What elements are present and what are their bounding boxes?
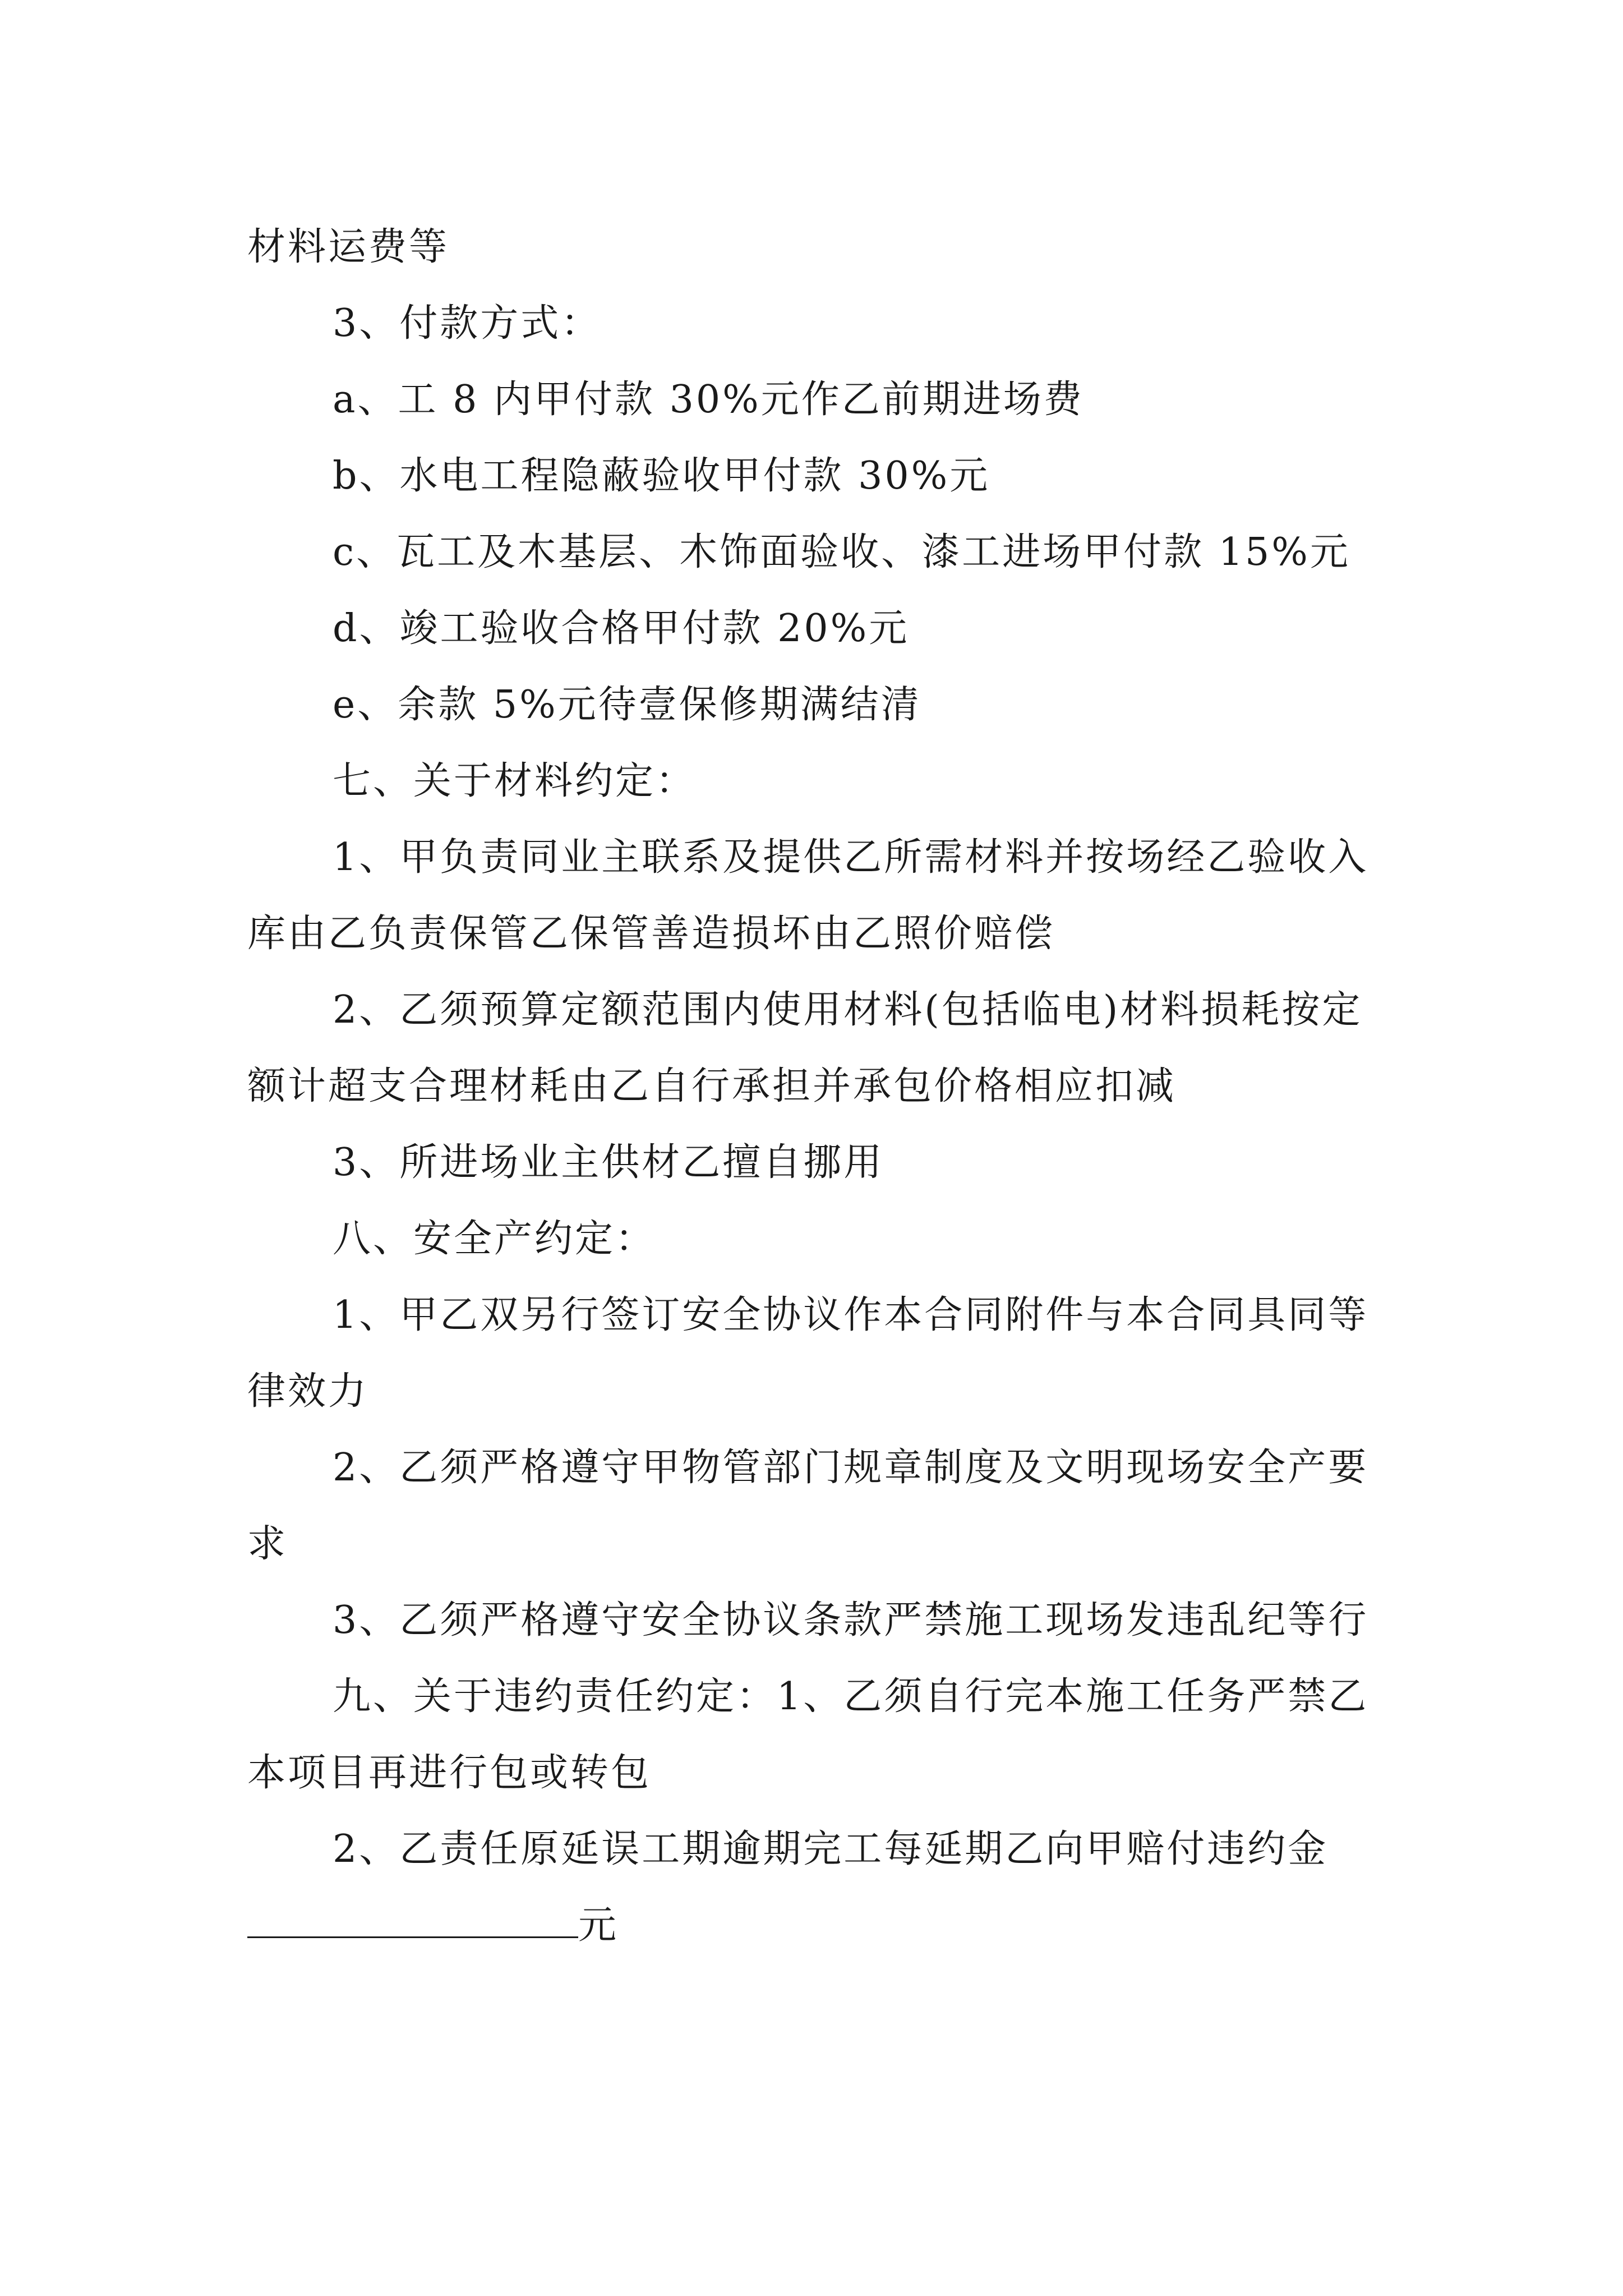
paragraph: a、工 8 内甲付款 30%元作乙前期进场费 [333, 378, 1084, 422]
paragraph: 1、甲乙双另行签订安全协议作本合同附件与本合同具同等律效力 [247, 1293, 1369, 1414]
penalty-text: 2、乙责任原延误工期逾期完工每延期乙向甲赔付违约金 [333, 1827, 1329, 1871]
paragraph: 3、所进场业主供材乙擅自挪用 [333, 1140, 884, 1185]
paragraph: 3、付款方式： [333, 301, 602, 346]
paragraph: 1、甲负责同业主联系及提供乙所需材料并按场经乙验收入库由乙负责保管乙保管善造损坏由乙照价赔偿 [247, 835, 1369, 956]
section-heading: 八、安全产约定： [333, 1217, 656, 1261]
section-heading: 七、关于材料约定： [333, 759, 697, 803]
paragraph: 材料运费等 [247, 225, 450, 269]
paragraph: 2、乙须严格遵守甲物管部门规章制度及文明现场安全产要求 [247, 1446, 1369, 1566]
paragraph: 2、乙须预算定额范围内使用材料(包括临电)材料损耗按定额计超支合理材耗由乙自行承担并承包价格相应扣减 [247, 988, 1363, 1108]
paragraph: b、水电工程隐蔽验收甲付款 30%元 [333, 454, 990, 498]
paragraph: 3、乙须严格遵守安全协议条款严禁施工现场发违乱纪等行 [333, 1598, 1369, 1642]
paragraph: 九、关于违约责任约定：1、乙须自行完本施工任务严禁乙本项目再进行包或转包 [247, 1674, 1369, 1795]
amount-blank-line [247, 1903, 578, 1938]
penalty-paragraph [247, 1811, 1391, 1964]
currency-unit: 元 [578, 1903, 619, 1948]
document-body [247, 209, 1391, 1964]
paragraph: e、余款 5%元待壹保修期满结清 [333, 683, 921, 727]
paragraph: d、竣工验收合格甲付款 20%元 [333, 606, 910, 651]
paragraph: c、瓦工及木基层、木饰面验收、漆工进场甲付款 15%元 [333, 530, 1350, 574]
